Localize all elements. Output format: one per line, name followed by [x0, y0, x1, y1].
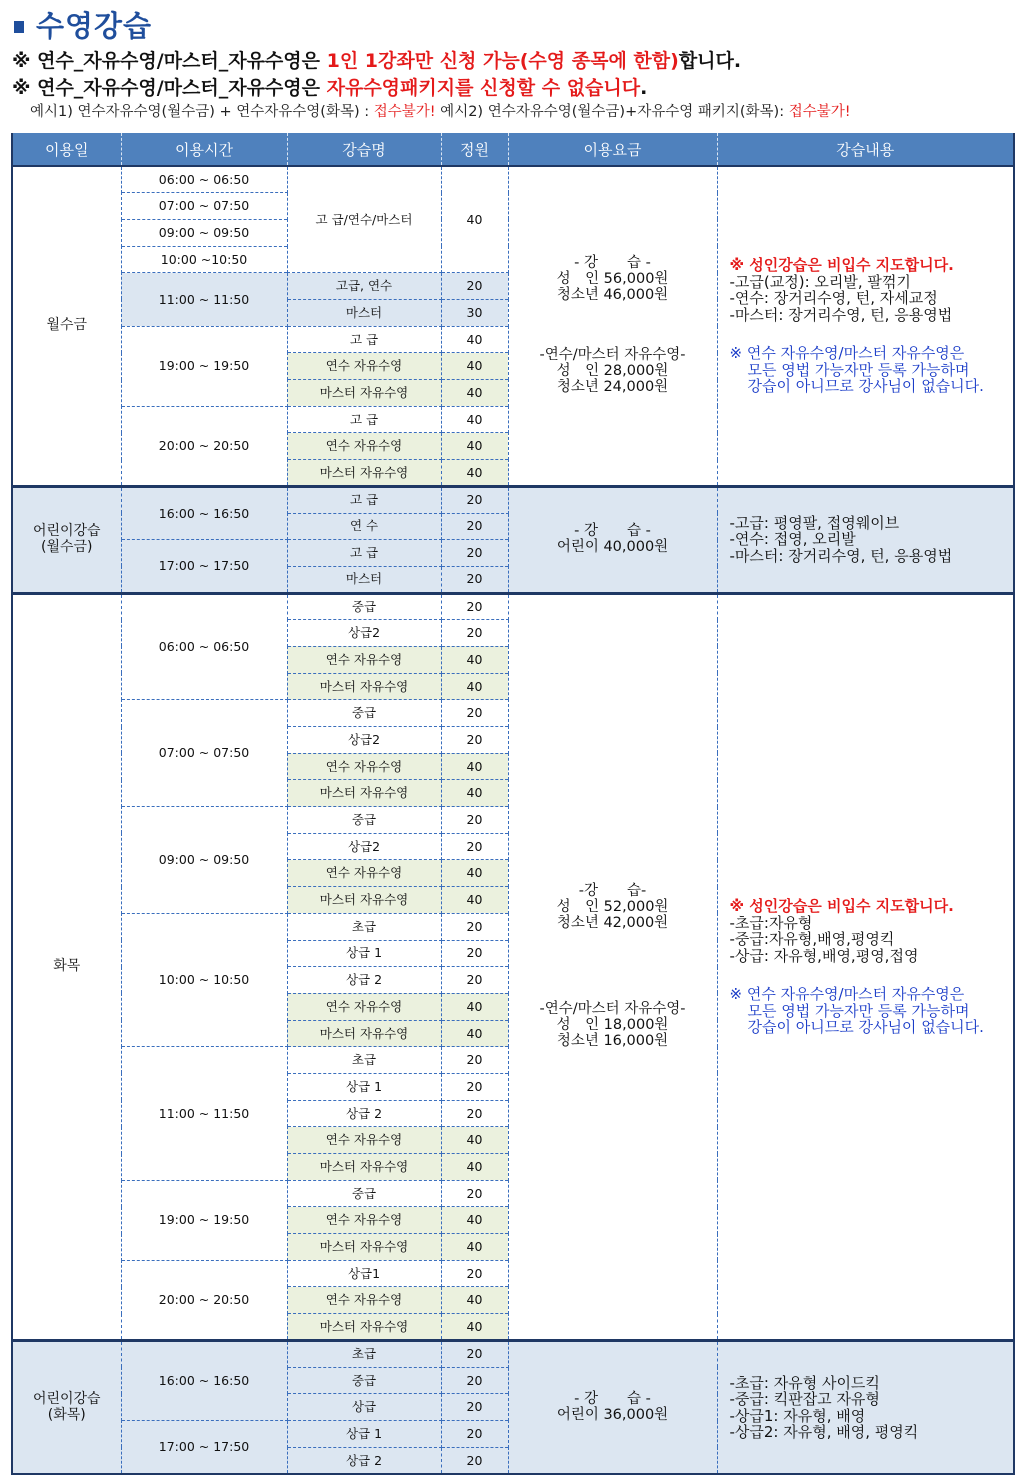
class-cell: 초급: [287, 1341, 441, 1368]
capacity-cell: 20: [441, 1367, 508, 1394]
time-cell: 16:00 ~ 16:50: [121, 486, 287, 539]
class-cell: 고 급: [287, 540, 441, 567]
class-cell: 중급: [287, 807, 441, 834]
class-cell: 연수 자유수영: [287, 753, 441, 780]
page-title: 수영강습: [36, 8, 153, 43]
capacity-cell: 40: [441, 673, 508, 700]
class-cell: 상급: [287, 1394, 441, 1421]
time-cell: 09:00 ~ 09:50: [121, 807, 287, 914]
class-cell: 마스터 자유수영: [287, 780, 441, 807]
content-cell: ※ 성인강습은 비입수 지도합니다. -초급:자유형 -중급:자유형,배영,평영킥 -상급: 자유형,배영,평영,접영 ※ 연수 자유수영/마스터 자유수영은 모든 영법 가능자만 등록 가능하며 강습이 아니므로 강사님이 없습니다.: [717, 593, 1014, 1340]
capacity-cell: 20: [441, 566, 508, 593]
time-cell: 11:00 ~ 11:50: [121, 273, 287, 326]
class-cell: 고급, 연수: [287, 273, 441, 300]
time-cell: 07:00 ~ 07:50: [121, 193, 287, 220]
example-note: 예시1) 연수자유수영(월수금) + 연수자유수영(화목) : 접수불가! 예시2) 연수자유수영(월수금)+자유수영 패키지(화목): 접수불가!: [30, 104, 851, 120]
time-cell: 20:00 ~ 20:50: [121, 406, 287, 486]
capacity-cell: 40: [441, 780, 508, 807]
capacity-cell: 20: [441, 1180, 508, 1207]
capacity-cell: 30: [441, 299, 508, 326]
day-cell: 어린이강습 (화목): [12, 1341, 121, 1475]
capacity-cell: 40: [441, 1154, 508, 1181]
fee-cell: - 강 습 - 성 인 56,000원 청소년 46,000원 -연수/마스터 자유수영- 성 인 28,000원 청소년 24,000원: [508, 166, 717, 486]
class-cell: 마스터 자유수영: [287, 673, 441, 700]
capacity-cell: 20: [441, 1047, 508, 1074]
header-fee: 이용요금: [508, 133, 717, 166]
header-content: 강습내용: [717, 133, 1014, 166]
time-cell: 10:00 ~ 10:50: [121, 913, 287, 1046]
capacity-cell: 20: [441, 1260, 508, 1287]
capacity-cell: 40: [441, 887, 508, 914]
class-cell: 상급2: [287, 727, 441, 754]
header-time: 이용시간: [121, 133, 287, 166]
time-cell: 11:00 ~ 11:50: [121, 1047, 287, 1180]
capacity-cell: 20: [441, 620, 508, 647]
class-cell: 마스터: [287, 566, 441, 593]
section-tt: [12, 593, 1014, 1340]
class-cell: 상급1: [287, 1260, 441, 1287]
time-cell: 16:00 ~ 16:50: [121, 1341, 287, 1421]
header-class: 강습명: [287, 133, 441, 166]
class-cell: 연수 자유수영: [287, 860, 441, 887]
capacity-cell: 20: [441, 593, 508, 620]
time-cell: 10:00 ~10:50: [121, 246, 287, 273]
class-cell: 마스터 자유수영: [287, 1154, 441, 1181]
capacity-cell: 40: [441, 326, 508, 353]
time-cell: 17:00 ~ 17:50: [121, 1421, 287, 1474]
class-cell: 상급2: [287, 833, 441, 860]
fee-cell: -강 습- 성 인 52,000원 청소년 42,000원 -연수/마스터 자유수영- 성 인 18,000원 청소년 16,000원: [508, 593, 717, 1340]
class-cell: 상급 2: [287, 967, 441, 994]
notice-1: ※ 연수_자유수영/마스터_자유수영은 1인 1강좌만 신청 가능(수영 종목에 한함)합니다.: [12, 50, 742, 72]
fee-cell: - 강 습 - 어린이 40,000원: [508, 486, 717, 593]
capacity-cell: 40: [441, 860, 508, 887]
capacity-cell: 40: [441, 406, 508, 433]
capacity-cell: 40: [441, 460, 508, 487]
class-cell: 연수 자유수영: [287, 993, 441, 1020]
class-cell: 상급2: [287, 620, 441, 647]
class-cell: 연수 자유수영: [287, 646, 441, 673]
header-capacity: 정원: [441, 133, 508, 166]
capacity-cell: 40: [441, 433, 508, 460]
class-cell: 마스터 자유수영: [287, 1314, 441, 1341]
square-bullet-icon: [14, 21, 24, 33]
day-cell: 어린이강습 (월수금): [12, 486, 121, 593]
time-cell: 20:00 ~ 20:50: [121, 1260, 287, 1340]
time-cell: 06:00 ~ 06:50: [121, 593, 287, 700]
table-row: [12, 166, 1014, 193]
class-cell: 고 급: [287, 406, 441, 433]
class-cell: 중급: [287, 593, 441, 620]
capacity-cell: 20: [441, 1341, 508, 1368]
schedule-table: [11, 133, 1015, 1475]
capacity-cell: 40: [441, 1287, 508, 1314]
class-cell: 마스터 자유수영: [287, 887, 441, 914]
table-row: [12, 1341, 1014, 1368]
capacity-cell: 40: [441, 646, 508, 673]
capacity-cell: 20: [441, 833, 508, 860]
capacity-cell: 40: [441, 1020, 508, 1047]
class-cell: 마스터: [287, 299, 441, 326]
capacity-cell: 20: [441, 1073, 508, 1100]
time-cell: 09:00 ~ 09:50: [121, 219, 287, 246]
class-cell: 중급: [287, 1367, 441, 1394]
class-cell: 연수 자유수영: [287, 1127, 441, 1154]
capacity-cell: 40: [441, 993, 508, 1020]
class-cell: 연 수: [287, 513, 441, 540]
fee-cell: - 강 습 - 어린이 36,000원: [508, 1341, 717, 1475]
table-row: [12, 486, 1014, 513]
capacity-cell: 20: [441, 1447, 508, 1474]
class-cell: 고 급: [287, 486, 441, 513]
capacity-cell: 20: [441, 1394, 508, 1421]
capacity-cell: 40: [441, 1234, 508, 1261]
content-cell: ※ 성인강습은 비입수 지도합니다. -고급(교정): 오리발, 팔꺾기 -연수: 장거리수영, 턴, 자세교정 -마스터: 장거리수영, 턴, 응용영법 ※ 연수 자유수영/마스터 자유수영은 모든 영법 가능자만 등록 가능하며 강습이 아니므로 강사님이 없습니다.: [717, 166, 1014, 486]
table-row: [12, 593, 1014, 620]
class-cell: 중급: [287, 700, 441, 727]
time-cell: 06:00 ~ 06:50: [121, 166, 287, 193]
section-kids-mwf: [12, 486, 1014, 593]
time-cell: 19:00 ~ 19:50: [121, 1180, 287, 1260]
capacity-cell: 40: [441, 380, 508, 407]
capacity-cell: 20: [441, 727, 508, 754]
capacity-cell: 20: [441, 513, 508, 540]
class-cell: 마스터 자유수영: [287, 460, 441, 487]
class-cell: 초급: [287, 913, 441, 940]
content-cell: -초급: 자유형 사이드킥 -중급: 킥판잡고 자유형 -상급1: 자유형, 배영 -상급2: 자유형, 배영, 평영킥: [717, 1341, 1014, 1475]
class-cell: 연수 자유수영: [287, 1287, 441, 1314]
class-cell: 중급: [287, 1180, 441, 1207]
notice-2: ※ 연수_자유수영/마스터_자유수영은 자유수영패키지를 신청할 수 없습니다.: [12, 77, 648, 99]
capacity-cell: 40: [441, 353, 508, 380]
class-cell: 상급 2: [287, 1100, 441, 1127]
class-cell: 연수 자유수영: [287, 1207, 441, 1234]
class-cell: 연수 자유수영: [287, 433, 441, 460]
class-cell: 상급 1: [287, 1073, 441, 1100]
class-cell: 상급 2: [287, 1447, 441, 1474]
capacity-cell: 20: [441, 540, 508, 567]
page-header: [14, 4, 152, 44]
capacity-cell: 40: [441, 1127, 508, 1154]
class-cell: 초급: [287, 1047, 441, 1074]
class-cell: 상급 1: [287, 1421, 441, 1448]
capacity-cell: 20: [441, 807, 508, 834]
capacity-cell: 40: [441, 1207, 508, 1234]
capacity-cell: 40: [441, 753, 508, 780]
time-cell: 19:00 ~ 19:50: [121, 326, 287, 406]
capacity-cell: 20: [441, 700, 508, 727]
class-cell: 연수 자유수영: [287, 353, 441, 380]
capacity-cell: 20: [441, 967, 508, 994]
section-mwf: [12, 166, 1014, 486]
time-cell: 17:00 ~ 17:50: [121, 540, 287, 593]
class-cell: 마스터 자유수영: [287, 380, 441, 407]
time-cell: 07:00 ~ 07:50: [121, 700, 287, 807]
content-cell: -고급: 평영팔, 접영웨이브 -연수: 접영, 오리발 -마스터: 장거리수영, 턴, 응용영법: [717, 486, 1014, 593]
class-cell: 고 급/연수/마스터: [287, 166, 441, 273]
capacity-cell: 20: [441, 940, 508, 967]
capacity-cell: 40: [441, 1314, 508, 1341]
capacity-cell: 20: [441, 1100, 508, 1127]
class-cell: 상급 1: [287, 940, 441, 967]
class-cell: 마스터 자유수영: [287, 1020, 441, 1047]
capacity-cell: 20: [441, 273, 508, 300]
header-day: 이용일: [12, 133, 121, 166]
table-header-row: [12, 133, 1014, 166]
capacity-cell: 40: [441, 166, 508, 273]
capacity-cell: 20: [441, 1421, 508, 1448]
capacity-cell: 20: [441, 486, 508, 513]
day-cell: 화목: [12, 593, 121, 1340]
capacity-cell: 20: [441, 913, 508, 940]
section-kids-tt: [12, 1341, 1014, 1475]
day-cell: 월수금: [12, 166, 121, 486]
class-cell: 마스터 자유수영: [287, 1234, 441, 1261]
class-cell: 고 급: [287, 326, 441, 353]
